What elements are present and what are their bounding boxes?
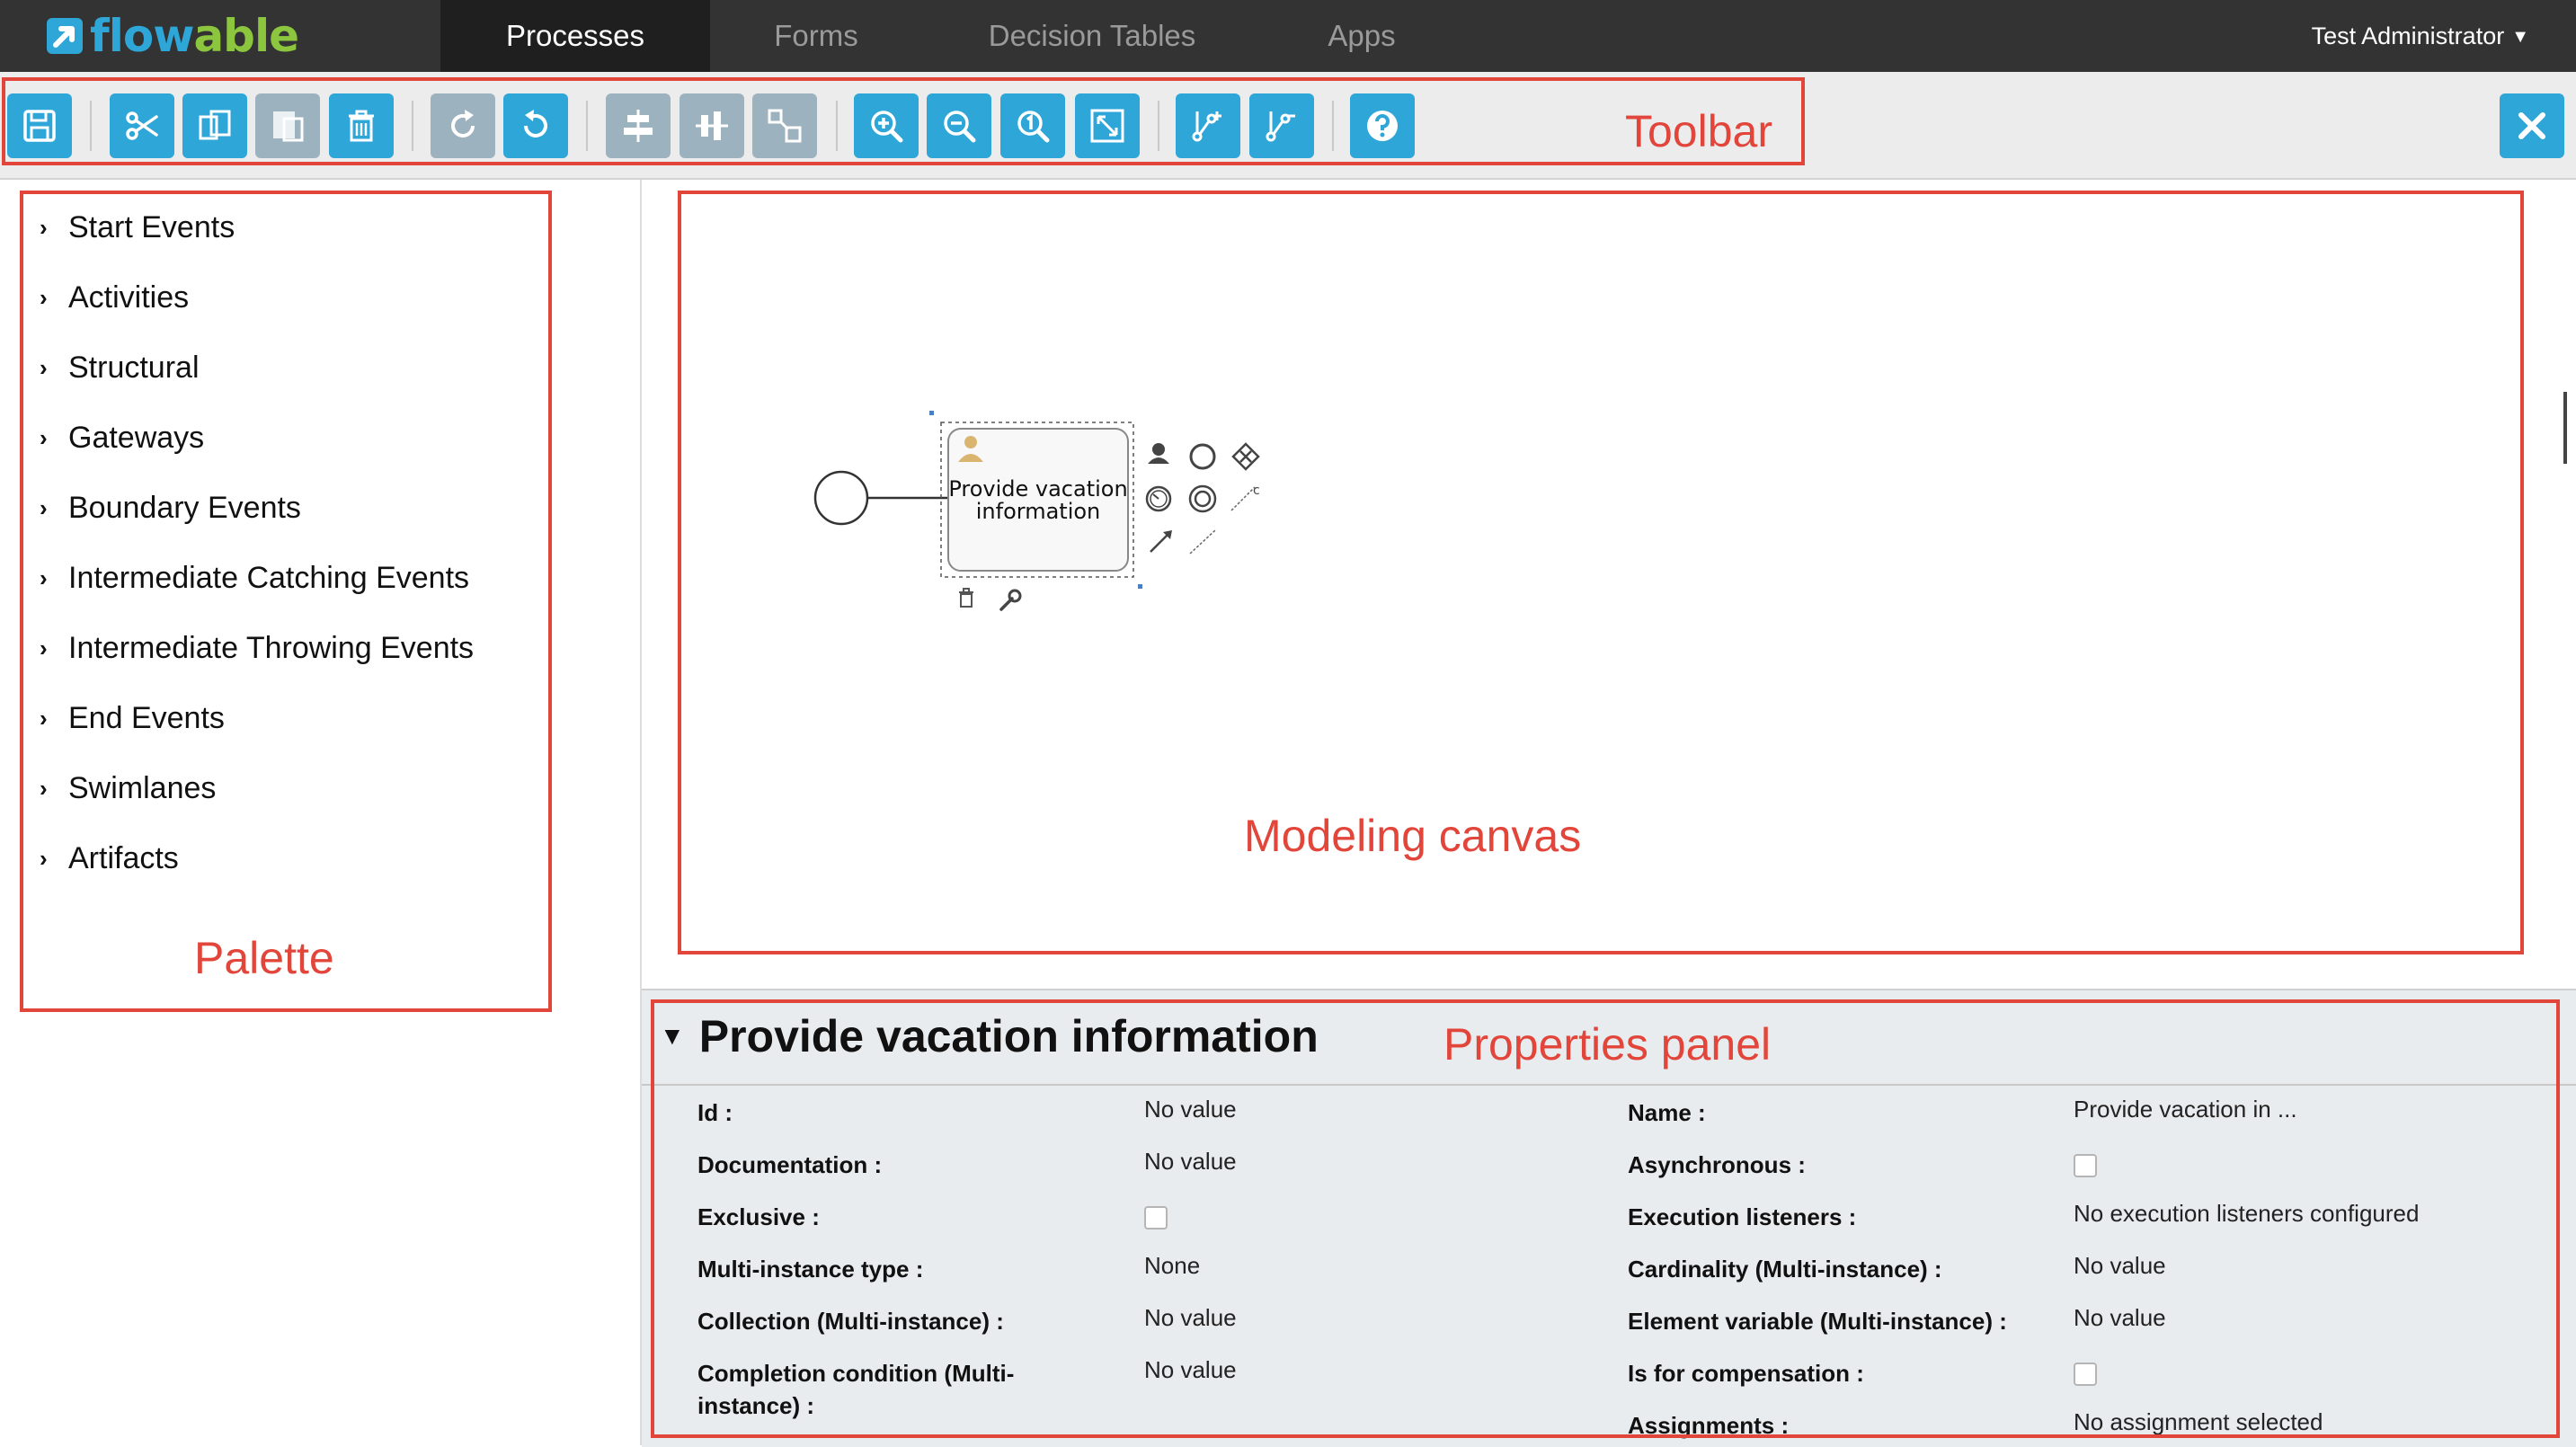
prop-value-cardinality[interactable]: No value bbox=[2074, 1252, 2166, 1279]
prop-label-completion-condition-line2: instance) : bbox=[697, 1392, 815, 1419]
close-editor-button[interactable] bbox=[2500, 93, 2564, 158]
nav-tab-processes[interactable]: Processes bbox=[440, 0, 710, 72]
prop-value-documentation[interactable]: No value bbox=[1144, 1148, 1237, 1175]
properties-title: Provide vacation information bbox=[698, 1011, 1319, 1061]
flowable-logo-icon bbox=[47, 18, 83, 54]
palette-group-swimlanes[interactable]: › Swimlanes bbox=[40, 766, 216, 811]
chevron-right-icon: › bbox=[40, 284, 48, 311]
annotation-label-canvas: Modeling canvas bbox=[1244, 811, 1582, 861]
task-label-line1: Provide vacation bbox=[948, 476, 1128, 502]
prop-label-exclusive: Exclusive : bbox=[697, 1203, 820, 1230]
chevron-right-icon: › bbox=[40, 705, 48, 732]
nav-tab-apps[interactable]: Apps bbox=[1328, 19, 1396, 52]
svg-text:c: c bbox=[1253, 484, 1260, 498]
chevron-down-icon: ▼ bbox=[660, 1022, 685, 1050]
annotation-box-palette bbox=[20, 191, 552, 1012]
annotation-label-properties: Properties panel bbox=[1443, 1019, 1772, 1070]
chevron-right-icon: › bbox=[40, 424, 48, 451]
chevron-down-icon: ▼ bbox=[2511, 27, 2529, 47]
nav-tab-forms[interactable]: Forms bbox=[774, 19, 858, 52]
prop-value-assignments[interactable]: No assignment selected bbox=[2074, 1408, 2323, 1435]
palette-group-gateways[interactable]: › Gateways bbox=[40, 415, 204, 460]
palette-group-start-events[interactable]: › Start Events bbox=[40, 205, 235, 250]
palette-group-activities[interactable]: › Activities bbox=[40, 275, 189, 320]
user-name: Test Administrator bbox=[2311, 22, 2505, 49]
palette-group-end-events[interactable]: › End Events bbox=[40, 696, 225, 741]
prop-label-assignments: Assignments : bbox=[1628, 1412, 1790, 1439]
chevron-right-icon: › bbox=[40, 494, 48, 521]
prop-label-id: Id : bbox=[697, 1099, 733, 1126]
prop-label-collection: Collection (Multi-instance) : bbox=[697, 1308, 1004, 1335]
prop-value-completion-condition[interactable]: No value bbox=[1144, 1356, 1237, 1383]
prop-label-is-for-compensation: Is for compensation : bbox=[1628, 1360, 1864, 1387]
nav-tab-decision-tables[interactable]: Decision Tables bbox=[988, 19, 1196, 52]
logo-text-able: able bbox=[193, 10, 299, 62]
prop-value-name[interactable]: Provide vacation in ... bbox=[2074, 1096, 2297, 1123]
prop-value-execution-listeners[interactable]: No execution listeners configured bbox=[2074, 1200, 2420, 1227]
prop-label-documentation: Documentation : bbox=[697, 1151, 883, 1178]
top-navigation-bar bbox=[0, 0, 2576, 72]
chevron-right-icon: › bbox=[40, 635, 48, 661]
task-label-line2: information bbox=[975, 499, 1101, 524]
prop-value-multi-instance-type[interactable]: None bbox=[1144, 1252, 1201, 1279]
chevron-right-icon: › bbox=[40, 775, 48, 802]
prop-label-multi-instance-type: Multi-instance type : bbox=[697, 1256, 924, 1283]
prop-value-collection[interactable]: No value bbox=[1144, 1304, 1237, 1331]
prop-label-execution-listeners: Execution listeners : bbox=[1628, 1203, 1857, 1230]
user-menu[interactable] bbox=[2312, 0, 2529, 72]
logo-text-flow: flow bbox=[90, 10, 194, 62]
palette-group-boundary-events[interactable]: › Boundary Events bbox=[40, 485, 301, 530]
palette-group-intermediate-throwing-events[interactable]: › Intermediate Throwing Events bbox=[40, 626, 474, 670]
prop-value-id[interactable]: No value bbox=[1144, 1096, 1237, 1123]
palette-group-intermediate-catching-events[interactable]: › Intermediate Catching Events bbox=[40, 555, 469, 600]
annotation-box-canvas bbox=[678, 191, 2524, 954]
flowable-logo[interactable] bbox=[47, 9, 298, 63]
prop-value-element-variable[interactable]: No value bbox=[2074, 1304, 2166, 1331]
prop-label-completion-condition-line1: Completion condition (Multi- bbox=[697, 1360, 1015, 1387]
close-icon bbox=[2512, 106, 2552, 146]
annotation-label-toolbar: Toolbar bbox=[1625, 106, 1772, 156]
prop-label-element-variable: Element variable (Multi-instance) : bbox=[1628, 1308, 2007, 1335]
chevron-right-icon: › bbox=[40, 354, 48, 381]
annotation-box-toolbar bbox=[2, 77, 1805, 165]
chevron-right-icon: › bbox=[40, 845, 48, 872]
canvas-scrollbar[interactable] bbox=[2563, 392, 2567, 464]
palette-group-artifacts[interactable]: › Artifacts bbox=[40, 836, 179, 881]
prop-label-asynchronous: Asynchronous : bbox=[1628, 1151, 1806, 1178]
palette-group-structural[interactable]: › Structural bbox=[40, 345, 200, 390]
chevron-right-icon: › bbox=[40, 214, 48, 241]
chevron-right-icon: › bbox=[40, 564, 48, 591]
annotation-label-palette: Palette bbox=[194, 933, 334, 983]
prop-label-name: Name : bbox=[1628, 1099, 1706, 1126]
prop-label-cardinality: Cardinality (Multi-instance) : bbox=[1628, 1256, 1942, 1283]
